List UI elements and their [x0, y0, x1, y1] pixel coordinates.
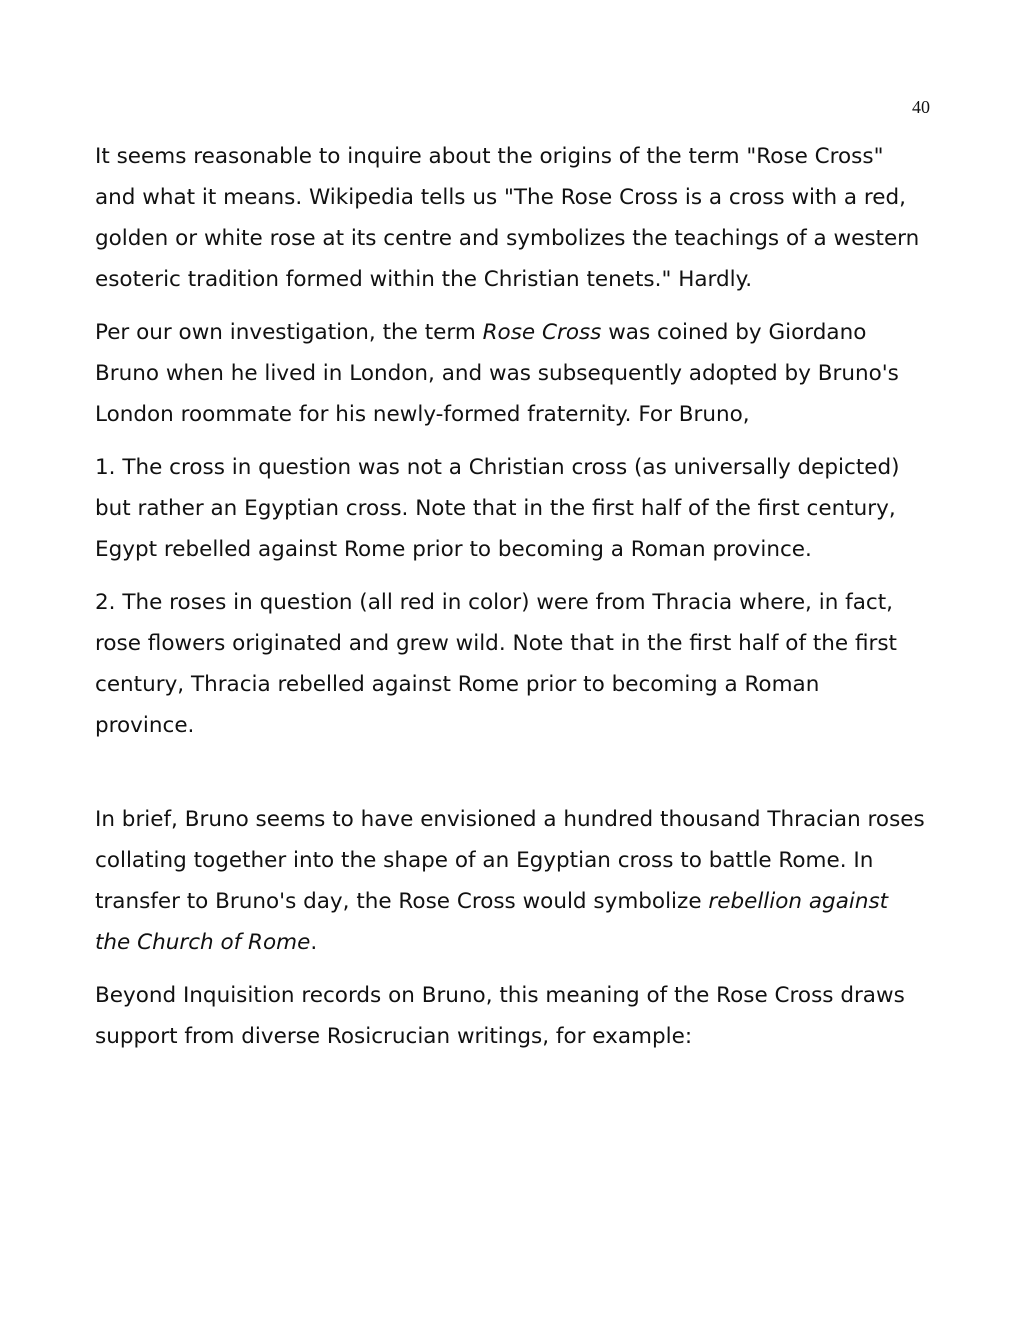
- paragraph-point-egyptian-cross: 1. The cross in question was not a Christian cross (as universally depicted) but rather an Egyptian cross. Note that in the first half of the first century, Egypt rebelled against Rome prior to becoming a Roman province.: [95, 455, 900, 562]
- page-number: 40: [912, 97, 930, 117]
- paragraph-rosicrucian-writings: Beyond Inquisition records on Bruno, this meaning of the Rose Cross draws support from diverse Rosicrucian writings, for example:: [95, 983, 905, 1049]
- paragraph-in-brief: [95, 799, 925, 963]
- document-body: [95, 136, 925, 1069]
- paragraph-text: was coined by Giordano Bruno when he lived in London, and was subsequently adopted by Bruno's London roommate for his newly-formed fraternity. For Bruno,: [95, 320, 899, 427]
- italic-term-rose-cross: Rose Cross: [482, 320, 602, 345]
- paragraph-text: .: [310, 930, 318, 955]
- paragraph-bruno-coined-term: [95, 312, 925, 435]
- paragraph-text: In brief, Bruno seems to have envisioned a hundred thousand Thracian roses collating together into the shape of an Egyptian cross to battle Rome. In transfer to Bruno's day, the Rose Cross would symbolize: [95, 807, 925, 914]
- italic-phrase-rebellion: rebellion against the Church of Rome: [95, 889, 889, 955]
- paragraph-point-thracian-roses: 2. The roses in question (all red in color) were from Thracia where, in fact, rose flowers originated and grew wild. Note that in the first half of the first century, Thracia rebelled against Rome prior to becoming a Roman province.: [95, 590, 897, 738]
- paragraph-text: Per our own investigation, the term: [95, 320, 483, 345]
- paragraph-rose-cross-origins: It seems reasonable to inquire about the origins of the term "Rose Cross" and what it means. Wikipedia tells us "The Rose Cross is a cross with a red, golden or white rose at its centre and symbolizes the teachings of a western esoteric tradition formed within the Christian tenets." Hardly.: [95, 144, 920, 292]
